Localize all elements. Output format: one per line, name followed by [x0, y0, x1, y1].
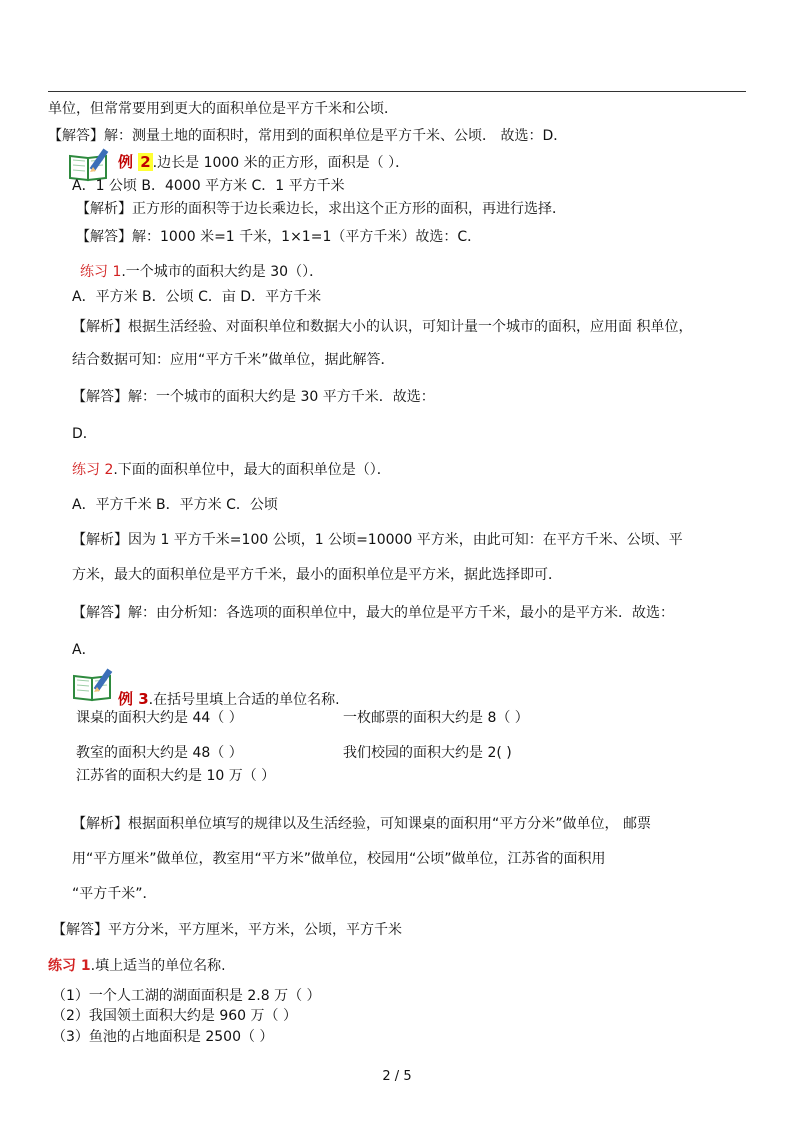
- example-3-question: 课桌的面积大约是 44（ ）: [76, 710, 243, 726]
- practice-3-question: （1）一个人工湖的湖面面积是 2.8 万（ ）: [52, 988, 321, 1004]
- answer-line: 【解答】解：测量土地的面积时，常用到的面积单位是平方千米、公顷． 故选：D．: [48, 128, 568, 144]
- practice-2-answer: 【解答】解：由分析知：各选项的面积单位中，最大的单位是平方千米，最小的是平方米．故选：: [72, 605, 674, 621]
- example-3-title: 例 3.在括号里填上合适的单位名称.: [118, 690, 340, 708]
- practice-2-options: A．平方千米 B．平方米 C．公顷: [72, 497, 278, 513]
- practice-1-analysis: 【解析】根据生活经验、对面积单位和数据大小的认识，可知计量一个城市的面积，应用面 积单位，: [72, 319, 693, 335]
- example-3-answer: 【解答】平方分米，平方厘米，平方米，公顷，平方千米: [52, 922, 402, 938]
- practice-2-answer: A．: [72, 642, 96, 658]
- text-line: 单位，但常常要用到更大的面积单位是平方千米和公顷．: [48, 101, 398, 117]
- example-3-analysis: 用“平方厘米”做单位，教室用“平方米”做单位，校园用“公顷”做单位，江苏省的面积用: [72, 851, 606, 867]
- example-3-analysis: 【解析】根据面积单位填写的规律以及生活经验，可知课桌的面积用“平方分米”做单位， 邮票: [72, 816, 651, 832]
- practice-1-answer: 【解答】解：一个城市的面积大约是 30 平方千米．故选：: [72, 389, 435, 405]
- practice-1-options: A．平方米 B．公顷 C．亩 D．平方千米: [72, 289, 322, 305]
- example-2-title: 例 2 .边长是 1000 米的正方形，面积是（ ）．: [118, 153, 410, 171]
- header-rule: [48, 91, 746, 92]
- practice-3-title: 练习 1.填上适当的单位名称.: [48, 958, 226, 974]
- practice-2-title: 练习 2.下面的面积单位中，最大的面积单位是（）．: [72, 462, 391, 478]
- practice-3-question: （2）我国领土面积大约是 960 万（ ）: [52, 1008, 297, 1024]
- practice-1-answer: D．: [72, 426, 97, 442]
- book-pencil-icon: [70, 666, 118, 702]
- practice-3-question: （3）鱼池的占地面积是 2500（ ）: [52, 1029, 274, 1045]
- page-number: 2 / 5: [382, 1069, 412, 1084]
- example-2-answer: 【解答】解：1000 米=1 千米，1×1=1（平方千米）故选：C．: [76, 229, 482, 245]
- example-2-options: A．1 公顷 B．4000 平方米 C．1 平方千米: [72, 178, 345, 194]
- example-3-question: 教室的面积大约是 48（ ）: [76, 745, 243, 761]
- practice-2-analysis: 【解析】因为 1 平方千米=100 公顷，1 公顷=10000 平方米，由此可知：在平方千米、公顷、平: [72, 532, 683, 548]
- example-3-question: 我们校园的面积大约是 2( ): [343, 745, 512, 761]
- practice-1-analysis: 结合数据可知：应用“平方千米”做单位，据此解答．: [72, 352, 395, 368]
- example-2-analysis: 【解析】正方形的面积等于边长乘边长，求出这个正方形的面积，再进行选择．: [76, 201, 566, 217]
- practice-1-title: 练习 1.一个城市的面积大约是 30（）．: [80, 264, 324, 280]
- example-3-question: 江苏省的面积大约是 10 万（ ）: [76, 768, 276, 784]
- example-3-analysis: “平方千米”．: [72, 886, 157, 902]
- practice-2-analysis: 方米，最大的面积单位是平方千米，最小的面积单位是平方米，据此选择即可．: [72, 567, 562, 583]
- example-3-question: 一枚邮票的面积大约是 8（ ）: [343, 710, 529, 726]
